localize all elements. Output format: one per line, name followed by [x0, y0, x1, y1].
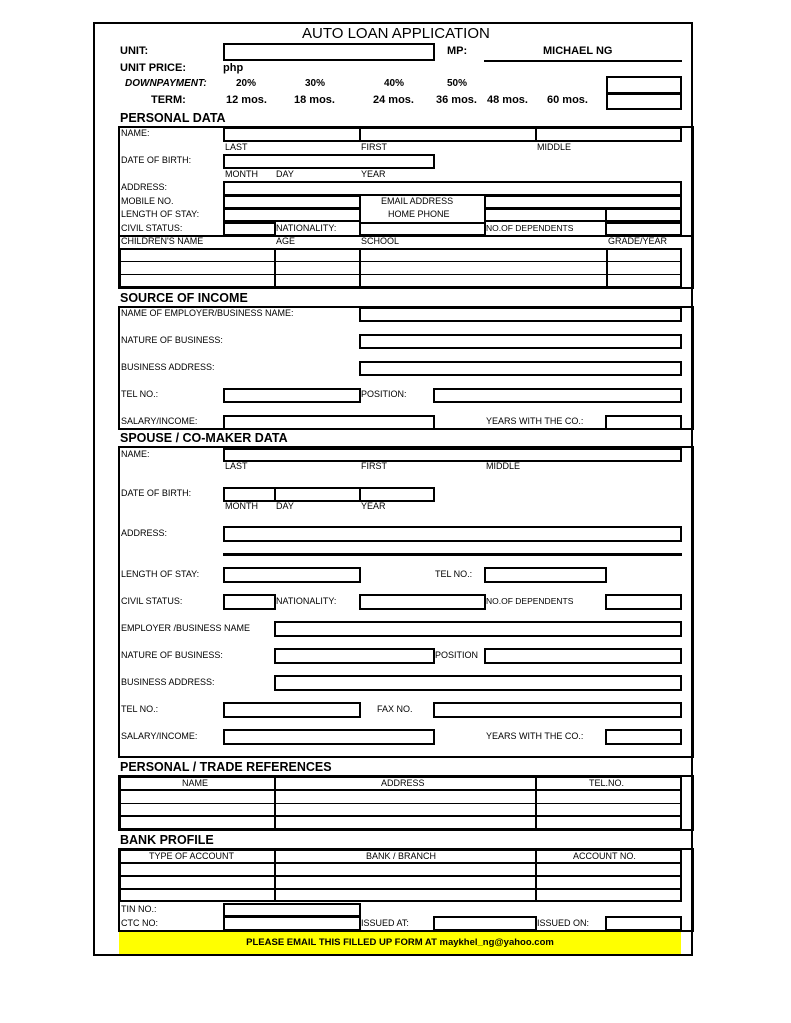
spouse-business-address-label: BUSINESS ADDRESS:: [121, 677, 215, 687]
income-heading: SOURCE OF INCOME: [120, 291, 248, 305]
dob-label: DATE OF BIRTH:: [121, 155, 192, 165]
ctc-field[interactable]: [223, 916, 361, 931]
spouse-employer-field[interactable]: [274, 621, 682, 637]
downpayment-option[interactable]: 40%: [384, 78, 405, 89]
children-col-line: [359, 248, 361, 288]
spouse-address-field[interactable]: [223, 526, 682, 542]
ref-col-name: NAME: [182, 778, 209, 788]
spouse-nationality-label: NATIONALITY:: [276, 596, 337, 606]
length-of-stay-label: LENGTH OF STAY:: [121, 209, 200, 219]
civil-status-field[interactable]: [223, 222, 276, 236]
nature-field[interactable]: [359, 334, 682, 349]
middle-name-field[interactable]: [535, 127, 682, 142]
bank-row-line: [120, 862, 681, 864]
mobile-label: MOBILE NO.: [121, 196, 174, 206]
spouse-nature-label: NATURE OF BUSINESS:: [121, 650, 223, 660]
term-option[interactable]: 24 mos.: [373, 94, 414, 106]
spouse-fax-field[interactable]: [433, 702, 682, 718]
nationality-label: NATIONALITY:: [276, 223, 337, 233]
spouse-employer-label: EMPLOYER /BUSINESS NAME: [121, 623, 251, 633]
month-caption: MONTH: [225, 169, 258, 179]
spouse-middle-caption: MIDDLE: [486, 461, 521, 471]
position-field[interactable]: [433, 388, 682, 403]
dob-field[interactable]: [223, 154, 435, 169]
spouse-name-field[interactable]: [223, 448, 682, 462]
references-heading: PERSONAL / TRADE REFERENCES: [120, 760, 332, 774]
address-label: ADDRESS:: [121, 182, 168, 192]
ref-col-line: [535, 776, 537, 830]
issued-on-field[interactable]: [605, 916, 682, 931]
address-field[interactable]: [223, 181, 682, 196]
unit-price-currency: php: [223, 62, 244, 74]
spouse-salary-field[interactable]: [223, 729, 435, 745]
bank-col-account: ACCOUNT NO.: [573, 851, 636, 861]
child-grade-label: GRADE/YEAR: [608, 236, 668, 246]
spouse-tel-field[interactable]: [484, 567, 607, 583]
spouse-tel-label: TEL NO.:: [435, 569, 473, 579]
form-title: AUTO LOAN APPLICATION: [302, 25, 490, 42]
spouse-dob-year[interactable]: [359, 487, 435, 502]
position-label: POSITION:: [361, 389, 407, 399]
year-caption: YEAR: [361, 169, 386, 179]
spouse-last-caption: LAST: [225, 461, 248, 471]
child-age-label: AGE: [276, 236, 296, 246]
bank-col-bank: BANK / BRANCH: [366, 851, 437, 861]
term-option[interactable]: 18 mos.: [294, 94, 335, 106]
ref-col-address: ADDRESS: [381, 778, 425, 788]
issued-at-label: ISSUED AT:: [361, 918, 409, 928]
unit-field[interactable]: [223, 43, 435, 61]
business-address-label: BUSINESS ADDRESS:: [121, 362, 215, 372]
tel-label: TEL NO.:: [121, 389, 159, 399]
spouse-civil-field[interactable]: [223, 594, 276, 610]
spouse-day-caption: DAY: [276, 501, 294, 511]
home-phone-label: HOME PHONE: [388, 209, 450, 219]
years-label: YEARS WITH THE CO.:: [486, 416, 584, 426]
ref-col-tel: TEL.NO.: [589, 778, 625, 788]
spouse-address-label: ADDRESS:: [121, 528, 168, 538]
spouse-name-label: NAME:: [121, 449, 150, 459]
bank-heading: BANK PROFILE: [120, 833, 214, 847]
nature-label: NATURE OF BUSINESS:: [121, 335, 223, 345]
spouse-tel2-label: TEL NO.:: [121, 704, 159, 714]
nationality-field[interactable]: [359, 222, 486, 236]
first-caption: FIRST: [361, 142, 387, 152]
spouse-salary-label: SALARY/INCOME:: [121, 731, 198, 741]
spouse-length-field[interactable]: [223, 567, 361, 583]
tin-label: TIN NO.:: [121, 904, 157, 914]
spouse-years-field[interactable]: [605, 729, 682, 745]
spouse-dob-month[interactable]: [223, 487, 276, 502]
spouse-dependents-field[interactable]: [605, 594, 682, 610]
spouse-first-caption: FIRST: [361, 461, 387, 471]
term-field[interactable]: [606, 93, 682, 110]
home-phone-field-2[interactable]: [605, 208, 682, 222]
email-label: EMAIL ADDRESS: [381, 196, 454, 206]
issued-at-field[interactable]: [433, 916, 537, 931]
term-option[interactable]: 60 mos.: [547, 94, 588, 106]
tin-field[interactable]: [223, 903, 361, 917]
mobile-field[interactable]: [223, 195, 361, 209]
bank-col-line: [535, 849, 537, 902]
bank-row-line: [120, 875, 681, 877]
email-banner: PLEASE EMAIL THIS FILLED UP FORM AT maykhel_ng@yahoo.com: [119, 932, 681, 954]
dependents-label: NO.OF DEPENDENTS: [486, 223, 574, 233]
term-option[interactable]: 12 mos.: [226, 94, 267, 106]
term-option[interactable]: 48 mos.: [487, 94, 528, 106]
ctc-label: CTC NO:: [121, 918, 158, 928]
issued-on-label: ISSUED ON:: [537, 918, 590, 928]
downpayment-option[interactable]: 20%: [236, 78, 257, 89]
ref-row-line: [120, 803, 681, 804]
spouse-dob-label: DATE OF BIRTH:: [121, 488, 192, 498]
name-label: NAME:: [121, 128, 150, 138]
last-name-field[interactable]: [223, 127, 361, 142]
children-table: [119, 248, 682, 288]
children-row-line: [120, 274, 681, 275]
spouse-year-caption: YEAR: [361, 501, 386, 511]
child-school-label: SCHOOL: [361, 236, 400, 246]
home-phone-field[interactable]: [484, 208, 607, 222]
spouse-length-label: LENGTH OF STAY:: [121, 569, 200, 579]
salary-label: SALARY/INCOME:: [121, 416, 198, 426]
children-name-label: CHILDREN'S NAME: [121, 236, 204, 246]
term-label: TERM:: [151, 94, 186, 106]
children-col-line: [274, 248, 276, 288]
spouse-fax-label: FAX NO.: [377, 704, 413, 714]
unit-price-label: UNIT PRICE:: [120, 62, 186, 74]
spouse-month-caption: MONTH: [225, 501, 258, 511]
bank-col-line: [274, 849, 276, 902]
spouse-position-field[interactable]: [484, 648, 682, 664]
first-name-field[interactable]: [359, 127, 537, 142]
downpayment-option[interactable]: 50%: [447, 78, 468, 89]
spouse-years-label: YEARS WITH THE CO.:: [486, 731, 584, 741]
email-field[interactable]: [484, 195, 682, 209]
middle-caption: MIDDLE: [537, 142, 572, 152]
last-caption: LAST: [225, 142, 248, 152]
business-address-line: [359, 374, 682, 376]
spouse-heading: SPOUSE / CO-MAKER DATA: [120, 431, 288, 445]
spouse-nationality-field[interactable]: [359, 594, 486, 610]
dependents-field[interactable]: [605, 222, 682, 236]
downpayment-option[interactable]: 30%: [305, 78, 326, 89]
spouse-address-line: [223, 553, 682, 556]
spouse-civil-label: CIVIL STATUS:: [121, 596, 183, 606]
bank-row-line: [120, 888, 681, 890]
mp-underline: [484, 60, 682, 62]
length-of-stay-field[interactable]: [223, 208, 361, 222]
employer-label: NAME OF EMPLOYER/BUSINESS NAME:: [121, 308, 294, 318]
children-col-line: [606, 248, 608, 288]
day-caption: DAY: [276, 169, 294, 179]
personal-heading: PERSONAL DATA: [120, 111, 226, 125]
term-option[interactable]: 36 mos.: [436, 94, 477, 106]
spouse-tel2-field[interactable]: [223, 702, 361, 718]
civil-status-label: CIVIL STATUS:: [121, 223, 183, 233]
spouse-nature-field[interactable]: [274, 648, 435, 664]
mp-value: MICHAEL NG: [543, 45, 613, 57]
spouse-dob-day[interactable]: [274, 487, 361, 502]
years-field[interactable]: [605, 415, 682, 430]
employer-line: [359, 320, 682, 322]
ref-col-line: [274, 776, 276, 830]
children-row-line: [120, 261, 681, 262]
bank-col-type: TYPE OF ACCOUNT: [149, 851, 235, 861]
ref-row-line: [120, 789, 681, 791]
spouse-dependents-label: NO.OF DEPENDENTS: [486, 596, 574, 606]
unit-label: UNIT:: [120, 45, 149, 57]
downpayment-field[interactable]: [606, 76, 682, 94]
mp-label: MP:: [447, 45, 468, 57]
downpayment-label: DOWNPAYMENT:: [125, 78, 207, 89]
ref-row-line: [120, 815, 681, 817]
tel-field[interactable]: [223, 388, 361, 403]
spouse-business-address-field[interactable]: [274, 675, 682, 691]
spouse-position-label: POSITION: [435, 650, 479, 660]
salary-field[interactable]: [223, 415, 435, 430]
